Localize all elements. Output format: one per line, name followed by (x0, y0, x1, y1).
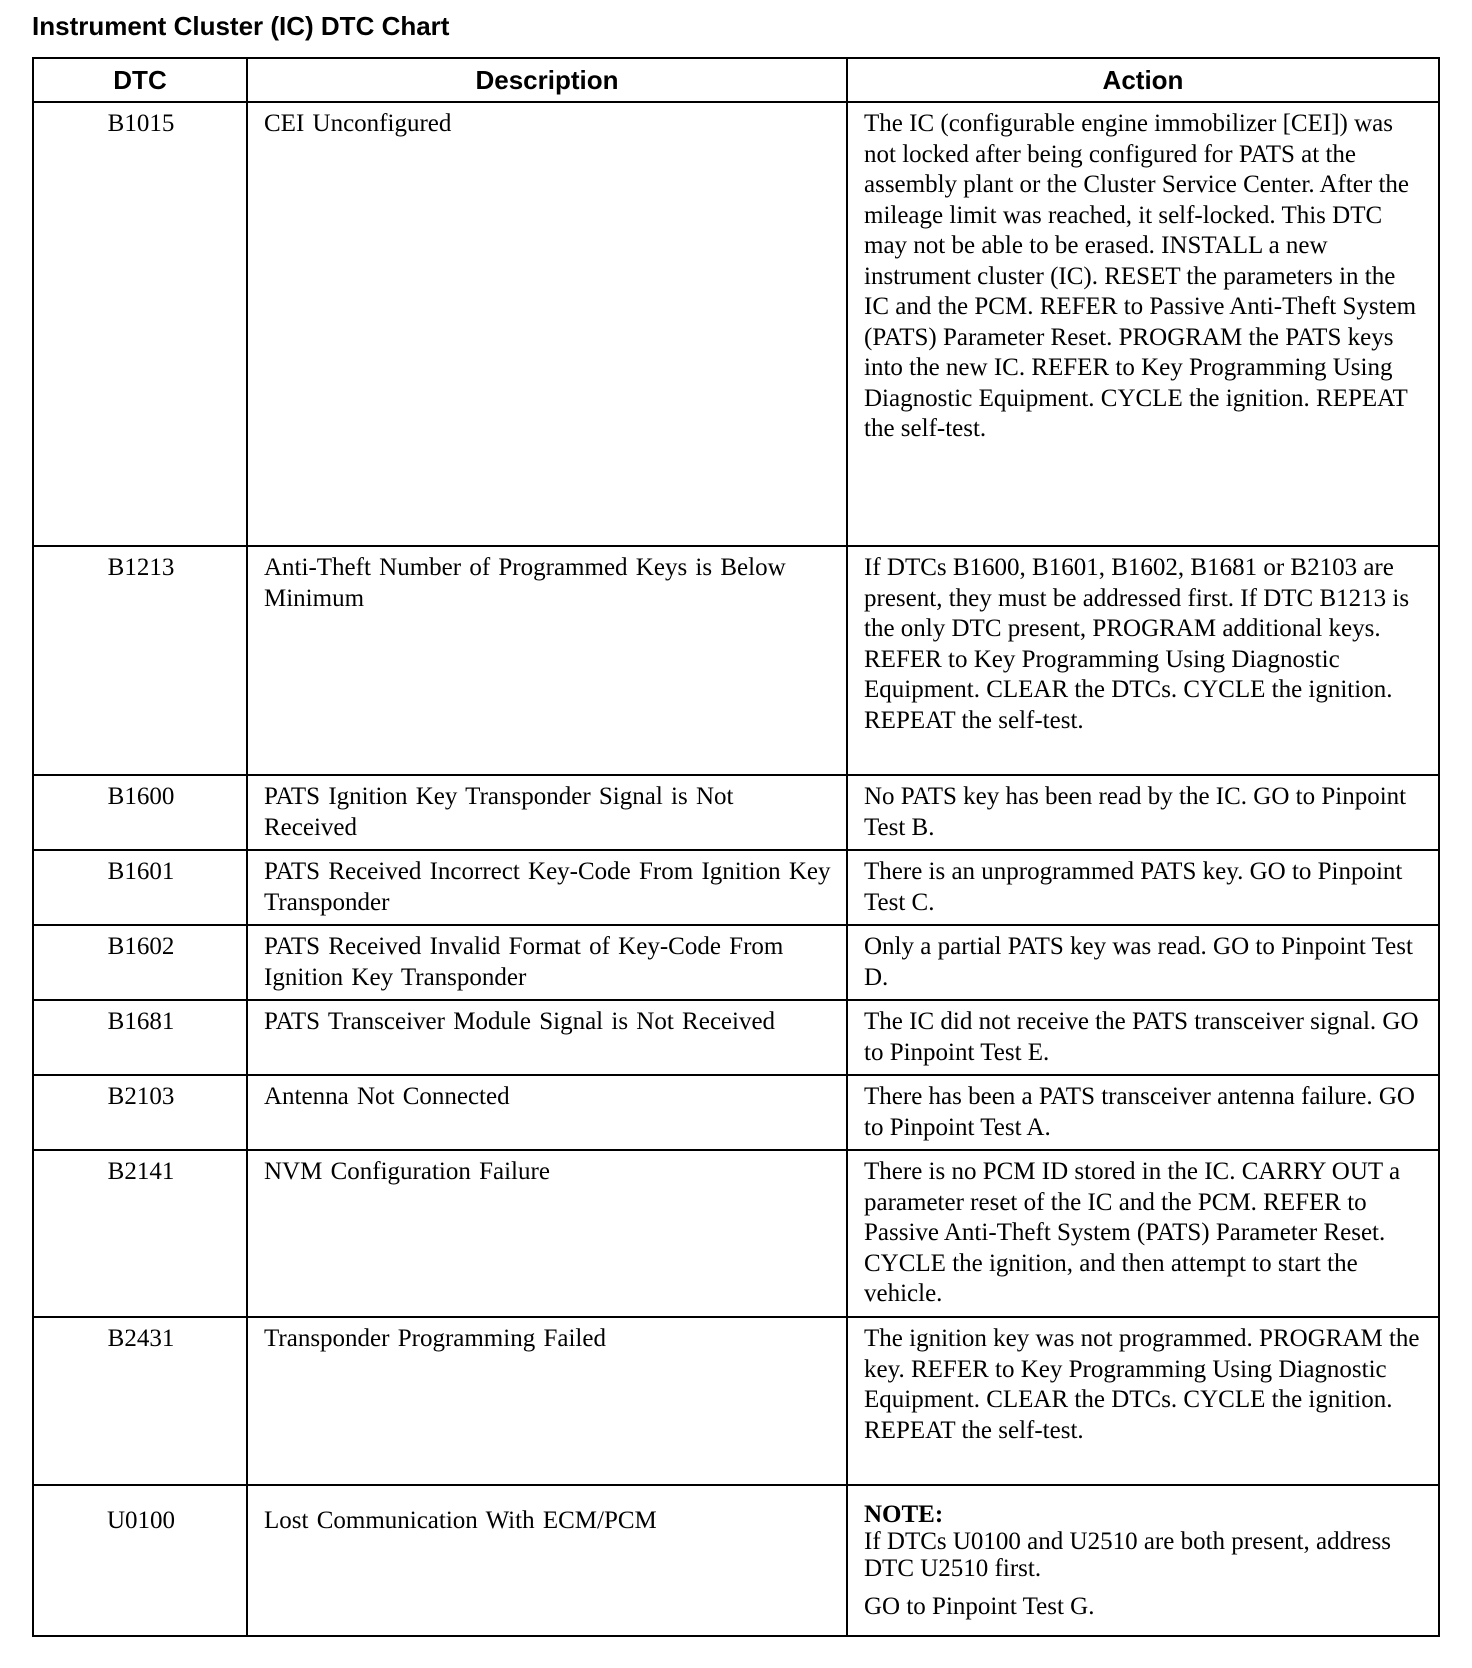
table-header-row (33, 58, 1439, 102)
table-row (33, 1150, 1439, 1317)
dtc-code-cell: B1681 (33, 1000, 247, 1075)
dtc-code-cell: U0100 (33, 1485, 247, 1636)
description-cell: CEI Unconfigured (247, 102, 847, 546)
table-row (33, 775, 1439, 850)
action-cell: The ignition key was not programmed. PROGRAM the key. REFER to Key Programming Using Diagnostic Equipment. CLEAR the DTCs. CYCLE the ignition. REPEAT the self-test. (847, 1317, 1439, 1485)
action-cell (847, 1485, 1439, 1636)
dtc-column-header: DTC (33, 58, 247, 102)
dtc-code-cell: B1015 (33, 102, 247, 546)
dtc-chart-table (32, 57, 1440, 1637)
note-label: NOTE: (864, 1501, 944, 1528)
description-cell: PATS Received Incorrect Key-Code From Ignition Key Transponder (247, 850, 847, 925)
table-row (33, 850, 1439, 925)
table-row (33, 546, 1439, 775)
description-cell: NVM Configuration Failure (247, 1150, 847, 1317)
dtc-code-cell: B1602 (33, 925, 247, 1000)
page-title: Instrument Cluster (IC) DTC Chart (32, 11, 450, 41)
dtc-code-cell: B1213 (33, 546, 247, 775)
description-cell: PATS Received Invalid Format of Key-Code From Ignition Key Transponder (247, 925, 847, 1000)
action-column-header: Action (847, 58, 1439, 102)
description-cell: Antenna Not Connected (247, 1075, 847, 1150)
dtc-code-cell: B2431 (33, 1317, 247, 1485)
table-row (33, 1485, 1439, 1636)
action-cell: The IC (configurable engine immobilizer [CEI]) was not locked after being configured for PATS at the assembly plant or the Cluster Service Center. After the mileage limit was reached, it self-locked. This DTC may not be able to be erased. INSTALL a new instrument cluster (IC). RESET the parameters in the IC and the PCM. REFER to Passive Anti-Theft System (PATS) Parameter Reset. PROGRAM the PATS keys into the new IC. REFER to Key Programming Using Diagnostic Equipment. CYCLE the ignition. REPEAT the self-test. (847, 102, 1439, 546)
action-cell: There is no PCM ID stored in the IC. CARRY OUT a parameter reset of the IC and the PCM. REFER to Passive Anti-Theft System (PATS) Parameter Reset. CYCLE the ignition, and then attempt to start the vehicle. (847, 1150, 1439, 1317)
description-cell: PATS Ignition Key Transponder Signal is Not Received (247, 775, 847, 850)
dtc-code-cell: B2103 (33, 1075, 247, 1150)
description-cell: PATS Transceiver Module Signal is Not Received (247, 1000, 847, 1075)
table-row (33, 1000, 1439, 1075)
dtc-code-cell: B1601 (33, 850, 247, 925)
action-cell: There has been a PATS transceiver antenna failure. GO to Pinpoint Test A. (847, 1075, 1439, 1150)
table-row (33, 1317, 1439, 1485)
table-row (33, 925, 1439, 1000)
action-cell: Only a partial PATS key was read. GO to Pinpoint Test D. (847, 925, 1439, 1000)
dtc-code-cell: B2141 (33, 1150, 247, 1317)
note-text: If DTCs U0100 and U2510 are both present, address DTC U2510 first. (864, 1528, 1391, 1582)
table-row (33, 102, 1439, 546)
description-column-header: Description (247, 58, 847, 102)
description-cell: Lost Communication With ECM/PCM (247, 1485, 847, 1636)
action-cell: If DTCs B1600, B1601, B1602, B1681 or B2103 are present, they must be addressed first. If DTC B1213 is the only DTC present, PROGRAM additional keys. REFER to Key Programming Using Diagnostic Equipment. CLEAR the DTCs. CYCLE the ignition. REPEAT the self-test. (847, 546, 1439, 775)
action-text: GO to Pinpoint Test G. (864, 1593, 1095, 1620)
dtc-code-cell: B1600 (33, 775, 247, 850)
action-cell: The IC did not receive the PATS transceiver signal. GO to Pinpoint Test E. (847, 1000, 1439, 1075)
table-row (33, 1075, 1439, 1150)
action-cell: No PATS key has been read by the IC. GO to Pinpoint Test B. (847, 775, 1439, 850)
description-cell: Transponder Programming Failed (247, 1317, 847, 1485)
description-cell: Anti-Theft Number of Programmed Keys is Below Minimum (247, 546, 847, 775)
action-cell: There is an unprogrammed PATS key. GO to Pinpoint Test C. (847, 850, 1439, 925)
